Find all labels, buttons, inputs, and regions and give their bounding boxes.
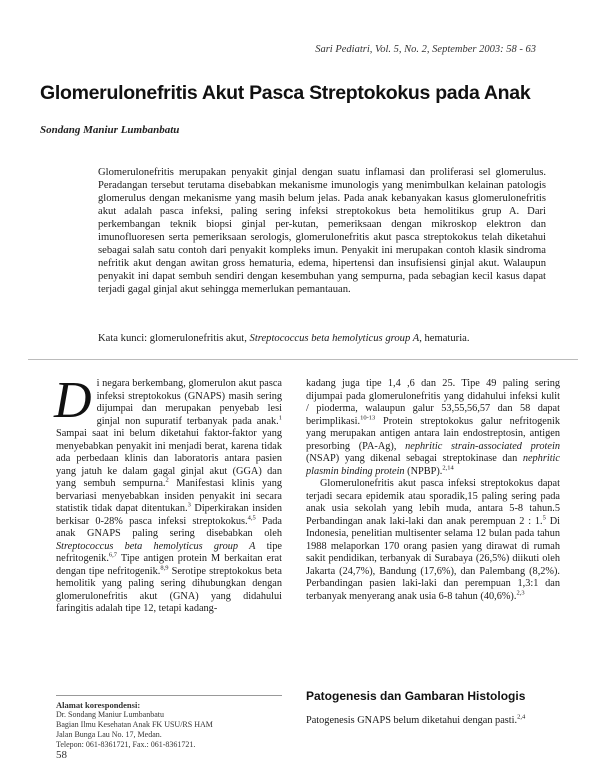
journal-citation: Sari Pediatri, Vol. 5, No. 2, September 2003: 58 - 63 [315,44,536,55]
keywords [98,332,568,345]
text-run: Diperkirakan insiden berkisar 0-28% pasca infeksi streptokokus. [56,503,282,527]
paragraph-continued [306,378,560,478]
body-column-right [306,378,560,603]
paragraph-epidemiology [306,478,560,603]
drop-cap: D [54,372,92,429]
text-run: Manifestasi klinis yang bervariasi menyebabkan insiden penyakit ini secara statistik tidak dapat ditentukan. [56,478,282,514]
text-run: Protein streptokokus galur nefritogenik yang merupakan antigen antara lain endostreptosin, antigen presorbing (PA-Ag), [306,415,560,452]
correspondence-line: Telepon: 061-8361721, Fax.: 061-8361721. [56,740,196,749]
correspondence-line: Jalan Bunga Lau No. 17, Medan. [56,730,162,739]
text-run: Glomerulonefritis akut pasca infeksi streptokokus dapat terjadi secara epidemik atau sporadik,15 paling sering pada anak usia sekolah yang lebih muda, antara 5-8 tahun.5 Perbandingan anak laki-laki dan anak perempuan 2 : 1. [306,478,560,527]
page-number: 58 [56,749,67,761]
citation-ref: 2 [165,476,169,484]
paragraph-pathogenesis [306,715,560,728]
protein-name: nephritic strain-associated protein [405,440,560,452]
protein-name: nephritic plasmin binding protein [306,453,560,477]
text-run: (NPBP). [404,465,443,477]
abstract [98,166,546,296]
citation-ref: 8,9 [160,564,169,572]
text-run: tipe nefritogenik. [56,540,283,564]
citation-ref: 6,7 [108,551,118,559]
citation-ref: 2,4 [517,713,526,721]
text-run: Pada anak GNAPS paling sering disebabkan oleh [56,515,282,539]
section-body [306,715,560,728]
text-run: Serotipe streptokokus beta hemolitik yang paling sering dihubungkan dengan glomerulonefritis akut (GNA) yang didahului faringitis adalah tipe 12, tetapi kadang- [56,565,282,614]
citation-ref: 2,3 [516,589,525,597]
article-title: Glomerulonefritis Akut Pasca Streptokokus pada Anak [40,82,531,104]
author-name: Sondang Maniur Lumbanbatu [40,124,180,136]
citation-ref: 1 [278,414,282,422]
keywords-suffix: , hematuria. [419,333,470,344]
correspondence-block [56,700,282,750]
citation-ref: 4,5 [247,514,256,522]
keywords-italic: Streptococcus beta hemolyticus group A [249,333,420,344]
correspondence-line: Bagian Ilmu Kesehatan Anak FK USU/RS HAM [56,720,213,729]
text-run: kadang juga tipe 1,4 ,6 dan 25. Tipe 49 paling sering dijumpai pada glomerulonefritis yang didahului infeksi kulit / pioderma, walaupun galur 53,55,56,57 dan 58 dapat berimplikasi. [306,378,560,427]
body-column-left [54,372,283,616]
paragraph-intro [54,372,283,616]
correspondence-line: Dr. Sondang Maniur Lumbanbatu [56,710,164,719]
text-run: Sampai saat ini belum diketahui faktor-faktor yang menyebabkan penyakit ini menjadi berat, karena tidak ada perbedaan klinis dan laboratoris antara pasien yang jatuh ke dalam gagal ginjal akut (GGA) dan yang sembuh sempurna. [56,428,282,489]
species-name: Streptococcus beta hemolyticus group A [56,540,256,552]
citation-ref: 10-13 [360,414,376,422]
section-heading: Patogenesis dan Gambaran Histologis [306,689,526,703]
text-run: (NSAP) yang dikenal sebagai streptokinase dan [306,453,523,464]
text-run: Di Indonesia, penelitian multisenter selama 12 bulan pada tahun 1988 melaporkan 170 orang pasien yang dirawat di rumah sakit pendidikan, terbanyak di Surabaya (26,5%) diikuti oleh Jakarta (24,7%), Bandung (17,6%), dan Palembang (8,2%). Perbandingan pasien laki-laki dan perempuan 1,3:1 dan terbanyak menyerang anak usia 6-8 tahun (40,6%). [306,515,560,602]
keywords-prefix: Kata kunci: glomerulonefritis akut, [98,333,250,344]
citation-ref: 2,14 [442,464,454,472]
text-run: Patogenesis GNAPS belum diketahui dengan pasti. [306,715,518,726]
correspondence-divider [56,695,282,696]
citation-ref: 3 [187,501,191,509]
citation-ref: 5 [542,514,546,522]
correspondence-heading: Alamat korespondensi: [56,700,141,710]
text-run: Tipe antigen protein M berkaitan erat dengan tipe nefritogenik. [56,553,282,577]
abstract-text: Glomerulonefritis merupakan penyakit ginjal dengan suatu inflamasi dan proliferasi sel glomerulus. Peradangan tersebut terutama disebabkan mekanisme imunologis yang menimbulkan kelainan patologis glomerulus dengan mekanisme yang masih belum jelas. Pada anak kebanyakan kasus glomerulonefritis akut adalah pasca infeksi, paling sering infeksi streptokokus beta hemolitikus grup A. Dari perkembangan teknik biopsi ginjal per-kutan, pemeriksaan dengan mikroskop elektron dan imunofluoresen serta pemeriksaan serologis, glomerulonefritis akut pasca streptokokus telah diketahui sebagai salah satu contoh dari penyakit kompleks imun. Penyakit ini merupakan contoh klasik sindroma nefritik akut dengan awitan gross hematuria, edema, hipertensi dan insufisiensi ginjal akut. Walaupun penyakit ini dapat sembuh sendiri dengan kesembuhan yang sempurna, pada sebagian kecil kasus dapat terjadi gagal ginjal akut sehingga memerlukan pemantauan. [98,167,546,295]
text-run: i negara berkembang, glomerulon akut pasca infeksi streptokokus (GNAPS) masih sering dijumpai dan merupakan penyebab lesi ginjal non supuratif terbanyak pada anak. [96,378,282,427]
section-divider [28,359,578,360]
